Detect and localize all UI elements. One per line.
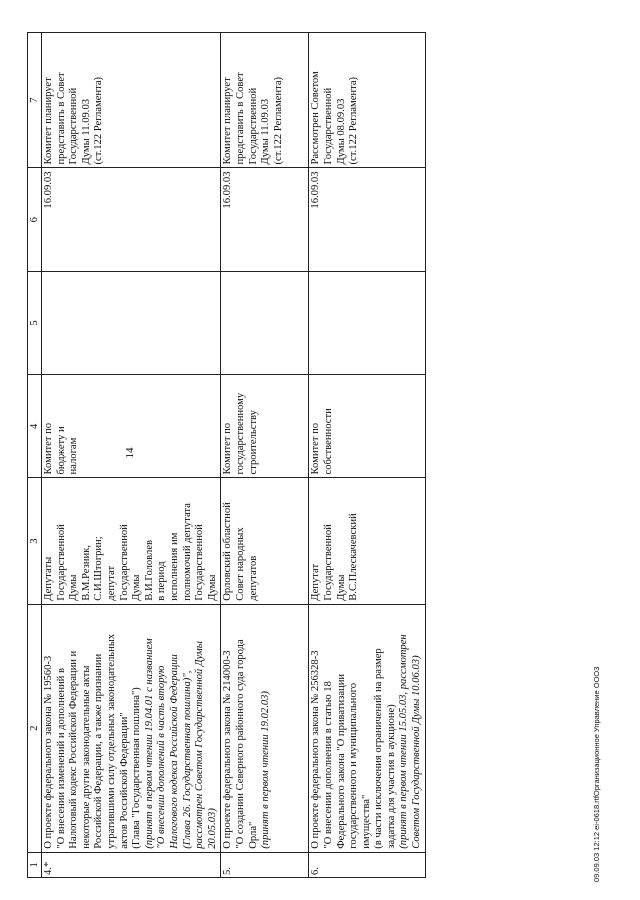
date-cell: 16.09.03 <box>221 168 309 271</box>
bill-note-line: Советом Государственной Думы 10.06.03) <box>411 655 423 849</box>
initiator-line: Думы <box>335 574 347 601</box>
empty-cell <box>42 271 221 374</box>
bill-title-line: О проекте федерального закона № 256328-3 <box>310 650 322 849</box>
initiator-line: Государственной <box>55 524 67 601</box>
initiator-line: В.С.Плескачевский <box>348 513 360 601</box>
status-cell <box>42 33 221 169</box>
committee-line: Комитет по <box>43 422 54 475</box>
status-line: представить в Совет <box>55 72 67 165</box>
bill-note-line: "О внесении дополнений в часть вторую <box>156 665 168 849</box>
bill-title-line: "О внесении дополнения в статью 18 <box>322 681 334 849</box>
committee-line: Комитет по <box>310 422 322 475</box>
committee-cell <box>221 375 309 478</box>
page-number: 14 <box>124 447 136 459</box>
initiator-line: Орловский областной <box>222 502 234 601</box>
row-number: 4.* <box>42 852 221 877</box>
initiator-cell <box>309 478 425 604</box>
status-line: Государственной <box>247 87 259 165</box>
bill-note-line: рассмотрен Советом Государственной Думы <box>194 641 206 849</box>
bill-title-line: "О создании Северного районного суда города <box>234 639 246 849</box>
empty-cell <box>221 271 309 374</box>
date-cell: 16.09.03 <box>309 168 425 271</box>
bill-title-line: некоторые другие законодательные акты <box>80 665 92 849</box>
bill-note-line: (принят в первом чтении 15.05.03, рассмотрен <box>398 634 410 849</box>
column-header: 3 <box>28 478 42 604</box>
status-line: Думы 11.09.03 <box>80 98 92 165</box>
bill-title-cell <box>221 604 309 852</box>
status-line: Государственной <box>68 87 80 165</box>
status-line: Комитет планирует <box>222 77 234 165</box>
bill-note-line: 20.05.03) <box>206 808 218 849</box>
table-header-row <box>28 33 42 878</box>
initiator-line: Депутаты <box>43 556 54 601</box>
bill-note-line: (Глава 26. Государственная пошлина)", <box>181 670 193 849</box>
status-line: Думы 11.09.03 <box>260 98 272 165</box>
empty-cell <box>309 271 425 374</box>
initiator-line: В.М.Резник, <box>80 545 92 601</box>
bill-title-line: Орла" <box>247 821 259 849</box>
status-line: (ст.122 Регламента) <box>272 76 284 165</box>
legislation-table <box>27 32 426 878</box>
committee-line: налогам <box>68 437 80 475</box>
bill-title-line: Налоговый кодекс Российской Федерации и <box>68 650 80 849</box>
row-number: 5. <box>221 852 309 877</box>
bill-title-line: "О внесении изменений и дополнений в <box>55 668 67 849</box>
table-row <box>42 33 221 878</box>
initiator-line: исполнения им <box>168 532 180 601</box>
initiator-line: Думы <box>68 574 80 601</box>
bill-title-cell <box>42 604 221 852</box>
committee-line: строительству <box>247 410 259 475</box>
bill-title-line: О проекте федерального закона № 19560-3 <box>43 655 54 849</box>
initiator-line: С.И.Штогрин; <box>93 536 105 601</box>
legislation-table-container <box>27 32 423 878</box>
initiator-line: депутатов <box>247 555 259 601</box>
initiator-line: В.И.Головлев <box>143 539 155 601</box>
initiator-line: в период <box>156 561 168 601</box>
status-line: Думы 08.09.03 <box>335 98 347 165</box>
initiator-line: Государственной <box>322 524 334 601</box>
initiator-line: Думы <box>131 574 143 601</box>
bill-title-line: задатка для участия в аукционе) <box>385 704 397 849</box>
status-cell <box>309 33 425 169</box>
initiator-line: Совет народных <box>234 527 246 601</box>
bill-note-line: (принят в первом чтении 19.02.03) <box>260 691 272 849</box>
status-line: представить в Совет <box>234 72 246 165</box>
bill-title-line: (в части исключения ограничений на размер <box>373 648 385 849</box>
bill-title-line: (Глава "Государственная пошлина") <box>131 687 143 849</box>
column-header: 6 <box>28 168 42 271</box>
initiator-cell <box>42 478 221 604</box>
initiator-line: Государственной <box>194 524 206 601</box>
column-header: 4 <box>28 375 42 478</box>
status-cell <box>221 33 309 169</box>
status-line: (ст.122 Регламента) <box>93 76 105 165</box>
initiator-line: Государственной <box>118 524 130 601</box>
committee-line: государственному <box>234 392 246 475</box>
bill-title-line: государственного и муниципального <box>348 682 360 849</box>
committee-cell <box>42 375 221 478</box>
table-row <box>309 33 425 878</box>
initiator-line: Думы <box>206 574 218 601</box>
committee-line: бюджету и <box>55 426 67 475</box>
bill-title-line: Федерального закона "О приватизации <box>335 673 347 849</box>
bill-title-cell <box>309 604 425 852</box>
bill-title-line: Российской Федерации, а также признании <box>93 653 105 849</box>
bill-note-line: Налогового кодекса Российской Федерации <box>168 654 180 849</box>
column-header: 7 <box>28 33 42 169</box>
document-footer: 09.09.03 12:12 ei-0618.rtfОрганизационное Управление ООО3 <box>592 666 601 882</box>
committee-cell <box>309 375 425 478</box>
bill-note-line: (принят в первом чтении 19.04.01 с названием <box>143 638 155 849</box>
status-line: (ст.122 Регламента) <box>348 76 360 165</box>
initiator-line: Депутат <box>310 563 322 601</box>
column-header: 1 <box>28 852 42 877</box>
bill-title-line: утратившими силу отдельных законодательных <box>105 633 117 849</box>
row-number: 6. <box>309 852 425 877</box>
bill-title-line: имущества" <box>360 794 372 849</box>
status-line: Комитет планирует <box>43 77 54 165</box>
column-header: 5 <box>28 271 42 374</box>
bill-title-line: актов Российской Федерации" <box>118 712 130 849</box>
initiator-line: депутат <box>105 565 117 601</box>
committee-line: Комитет по <box>222 422 234 475</box>
status-line: Рассмотрен Советом <box>310 71 322 165</box>
bill-title-line: О проекте федерального закона № 214000-3 <box>222 650 234 849</box>
column-header: 2 <box>28 604 42 852</box>
date-cell: 16.09.03 <box>42 168 221 271</box>
status-line: Государственной <box>322 87 334 165</box>
committee-line: собственности <box>322 408 334 475</box>
initiator-line: полномочий депутата <box>181 503 193 601</box>
initiator-cell <box>221 478 309 604</box>
table-row <box>221 33 309 878</box>
